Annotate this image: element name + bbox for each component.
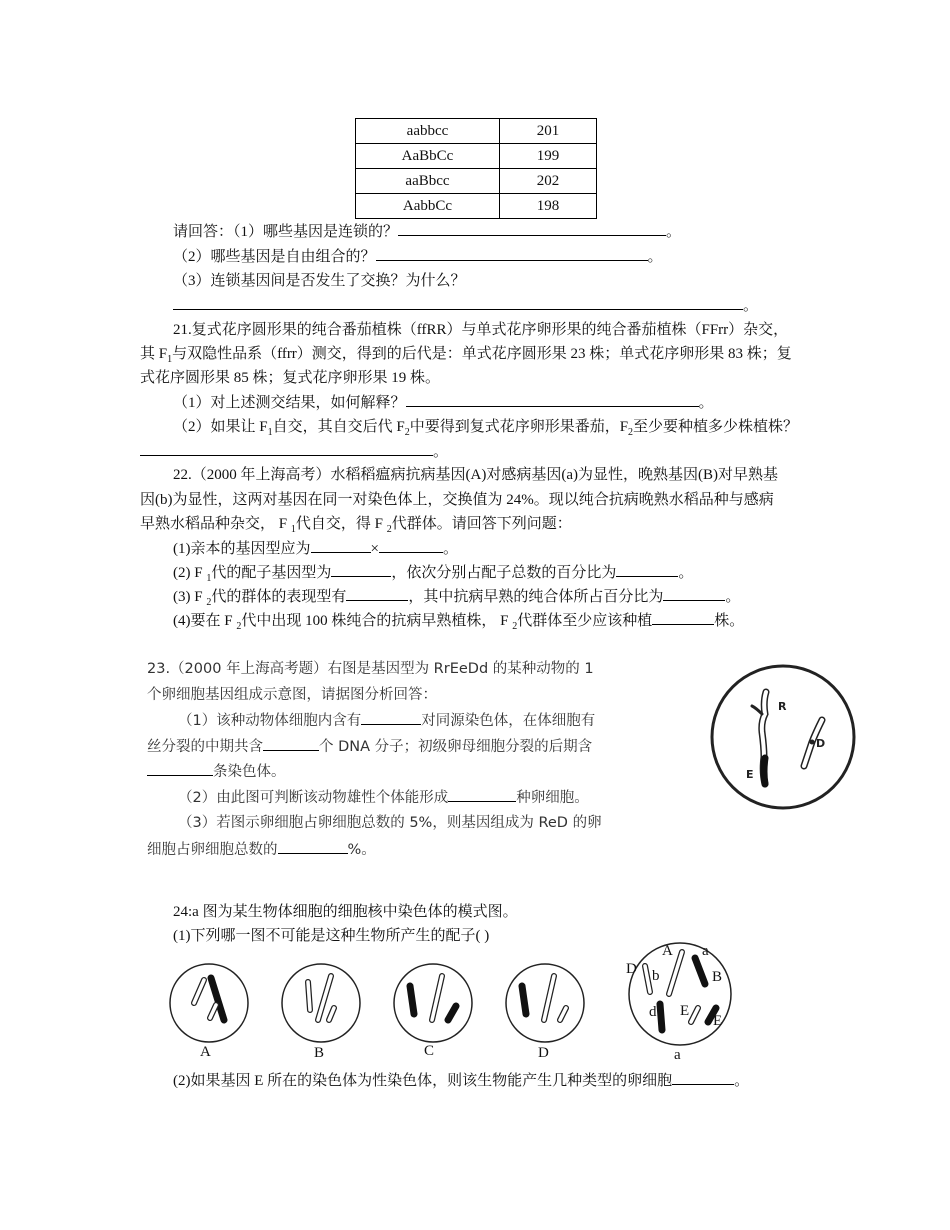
q21-line3: 式花序圆形果 85 株；复式花序卵形果 19 株。 bbox=[140, 370, 441, 386]
gene-label-b: b bbox=[652, 968, 660, 984]
q24-line2: (1)下列哪一图不可能是这种生物所产生的配子( ) bbox=[173, 928, 490, 944]
option-label-c: C bbox=[424, 1043, 435, 1059]
count-cell: 198 bbox=[500, 194, 597, 219]
option-label-a: A bbox=[200, 1044, 211, 1060]
gene-label-E: E bbox=[680, 1003, 690, 1019]
table-row bbox=[356, 169, 597, 194]
option-label-d: D bbox=[538, 1045, 549, 1061]
q20-line2: （2）哪些基因是自由组合的？ 。 bbox=[173, 245, 663, 268]
q23-line2: 个卵细胞基因组成示意图，请据图分析回答： bbox=[147, 687, 437, 703]
answer-blank[interactable] bbox=[616, 561, 678, 577]
option-label-b: B bbox=[314, 1045, 325, 1061]
q23-line7: （3）若图示卵细胞占卵细胞总数的 5%，则基因组成为 ReD 的卵 bbox=[178, 815, 602, 831]
answer-blank[interactable] bbox=[448, 786, 516, 802]
reference-cell-label: a bbox=[674, 1047, 681, 1063]
genotype-cell: aaBbcc bbox=[356, 169, 500, 194]
chromosome-dark-segment bbox=[764, 758, 765, 784]
q22-line2: 因(b)为显性，这两对基因在同一对染色体上，交换值为 24%。现以纯合抗病晚熟水稻品种与感病 bbox=[140, 492, 774, 508]
q24-line3: (2)如果基因 E 所在的染色体为性染色体，则该生物能产生几种类型的卵细胞 。 bbox=[173, 1069, 749, 1092]
genotype-cell: AaBbCc bbox=[356, 144, 500, 169]
q22-line7: (4)要在 F $_2$代中出现 100 株纯合的抗病早熟植株， F $_2$代群体至少应该种植 株。 bbox=[173, 609, 744, 632]
gene-label-d: D bbox=[816, 737, 826, 750]
genotype-cell: AabbCc bbox=[356, 194, 500, 219]
q21-line4: （1）对上述测交结果，如何解释？ 。 bbox=[173, 391, 714, 414]
answer-blank[interactable] bbox=[140, 440, 433, 456]
q20-line1: 请回答：（1）哪些基因是连锁的？ 。 bbox=[173, 220, 681, 243]
q24-line1: 24:a 图为某生物体细胞的细胞核中染色体的模式图。 bbox=[173, 904, 518, 920]
q21-line6: 。 bbox=[140, 440, 448, 463]
answer-blank[interactable] bbox=[663, 585, 725, 601]
count-cell: 202 bbox=[500, 169, 597, 194]
table-row bbox=[356, 144, 597, 169]
q20-question1: 请回答：（1）哪些基因是连锁的？ bbox=[173, 224, 399, 240]
cell-option-d[interactable] bbox=[500, 958, 590, 1048]
egg-cell-diagram bbox=[708, 662, 858, 812]
q23-line4: 丝分裂的中期共含 个 DNA 分子；初级卵母细胞分裂的后期含 bbox=[147, 735, 592, 758]
answer-blank[interactable] bbox=[672, 1069, 734, 1085]
q20-question2: （2）哪些基因是自由组合的？ bbox=[173, 249, 376, 265]
q22-line6: (3) F $_2$代的群体的表现型有 ，其中抗病早熟的纯合体所占百分比为 。 bbox=[173, 585, 740, 608]
gene-label-B: B bbox=[712, 969, 723, 985]
q20-line4: 。 bbox=[173, 294, 758, 317]
answer-blank[interactable] bbox=[263, 735, 319, 751]
table-row bbox=[356, 119, 597, 144]
q21-line5: （2）如果让 $F_1$自交，其自交后代 $F_2$中要得到复式花序卵形果番茄，$F_2$至少要种植多少株植株？ bbox=[173, 419, 799, 438]
genotype-cell: aabbcc bbox=[356, 119, 500, 144]
answer-blank[interactable] bbox=[406, 391, 699, 407]
genotype-table bbox=[355, 118, 597, 219]
cell-option-a[interactable] bbox=[164, 958, 254, 1048]
answer-blank[interactable] bbox=[376, 245, 648, 261]
answer-blank[interactable] bbox=[346, 585, 408, 601]
answer-blank[interactable] bbox=[147, 760, 213, 776]
q22-line1: 22.（2000 年上海高考）水稻稻瘟病抗病基因(A)对感病基因(a)为显性，晚熟基因(B)对早熟基 bbox=[173, 467, 778, 483]
q23-line6: （2）由此图可判断该动物雄性个体能形成 种卵细胞。 bbox=[178, 786, 589, 809]
q20-question3: （3）连锁基因间是否发生了交换？为什么？ bbox=[173, 273, 466, 289]
cell-outline bbox=[712, 666, 854, 808]
count-cell: 201 bbox=[500, 119, 597, 144]
q22-line5: (2) F $_1$代的配子基因型为 ，依次分别占配子总数的百分比为 。 bbox=[173, 561, 693, 584]
answer-blank[interactable] bbox=[379, 537, 443, 553]
gene-label-D: D bbox=[626, 961, 637, 977]
q23-line5: 条染色体。 bbox=[147, 760, 286, 783]
table-row bbox=[356, 194, 597, 219]
cell-option-b[interactable] bbox=[276, 958, 366, 1048]
q22-line3: 早熟水稻品种杂交， F $_1$代自交，得 F $_2$代群体。请回答下列问题： bbox=[140, 516, 572, 535]
answer-blank[interactable] bbox=[331, 561, 391, 577]
gene-label-A: A bbox=[662, 943, 673, 959]
count-cell: 199 bbox=[500, 144, 597, 169]
answer-blank[interactable] bbox=[398, 220, 666, 236]
gene-label-a: a bbox=[702, 943, 709, 959]
cell-option-c[interactable] bbox=[388, 958, 478, 1048]
gene-label-r: R bbox=[778, 700, 787, 713]
q20-line3 bbox=[173, 270, 466, 292]
answer-blank[interactable] bbox=[278, 838, 348, 854]
answer-blank[interactable] bbox=[311, 537, 371, 553]
q21-line2: 其 $F_1$与双隐性品系（ffrr）测交，得到的后代是：单式花序圆形果 23 株；单式花序卵形果 83 株；复 bbox=[140, 346, 792, 365]
gene-label-e: E bbox=[746, 768, 754, 781]
answer-blank[interactable] bbox=[173, 294, 743, 310]
gene-label-d: d bbox=[649, 1004, 657, 1020]
q21-line1: 21.复式花序圆形果的纯合番茄植株（ffRR）与单式花序卵形果的纯合番茄植株（FFrr）杂交， bbox=[173, 322, 789, 338]
gene-label-E2: E bbox=[713, 1013, 723, 1029]
q23-line8: 细胞占卵细胞总数的 %。 bbox=[147, 838, 376, 861]
answer-blank[interactable] bbox=[652, 609, 714, 625]
answer-blank[interactable] bbox=[361, 709, 421, 725]
q23-line1: 23.（2000 年上海高考题）右图是基因型为 RrEeDd 的某种动物的 1 bbox=[147, 661, 594, 677]
q23-line3: （1）该种动物体细胞内含有 对同源染色体，在体细胞有 bbox=[178, 709, 595, 732]
q22-line4: (1)亲本的基因型应为 × 。 bbox=[173, 537, 458, 560]
